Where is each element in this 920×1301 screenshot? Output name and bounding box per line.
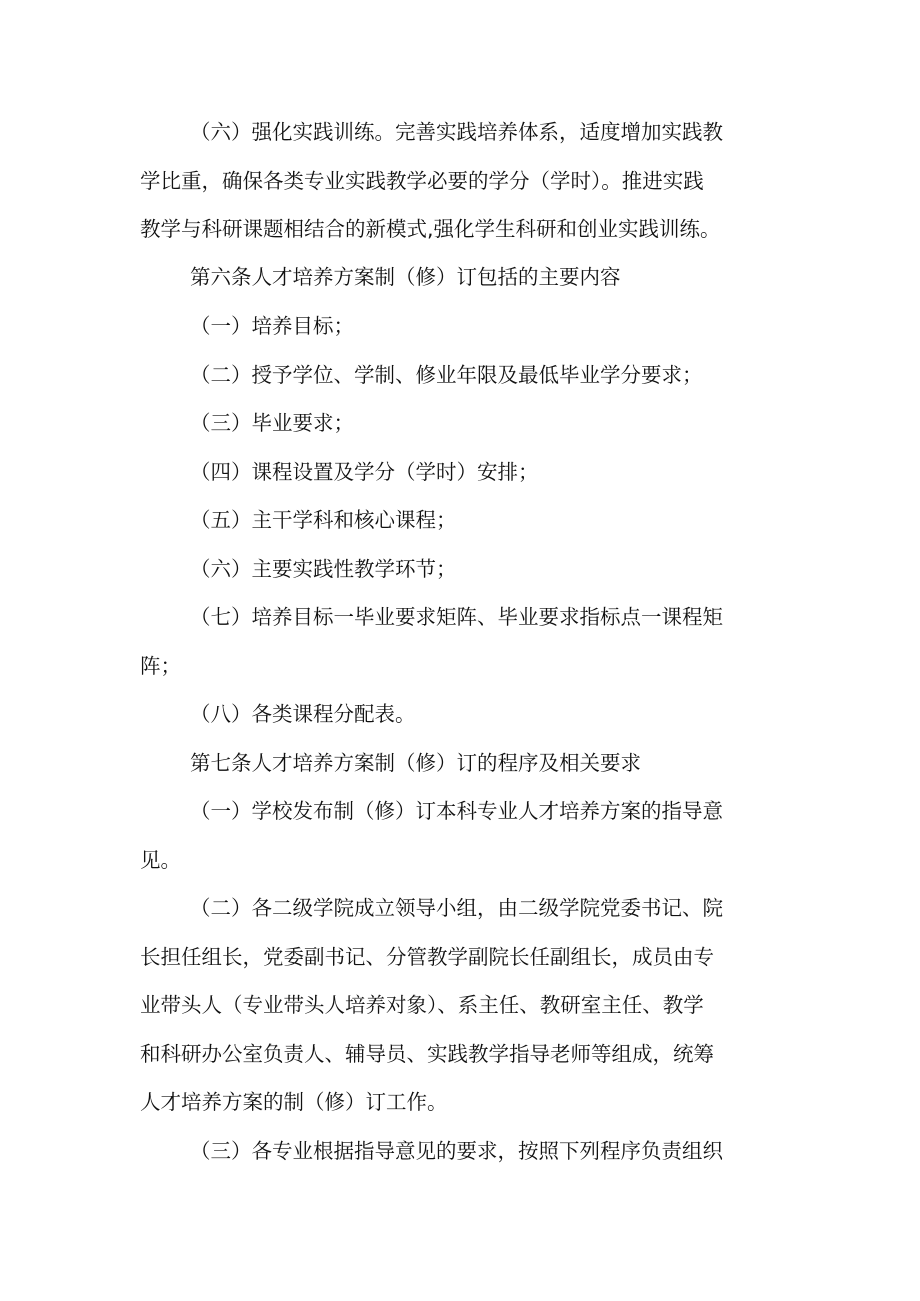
list-item: （一）学校发布制（修）订本科专业人才培养方案的指导意 — [190, 799, 723, 823]
paragraph-line: 和科研办公室负责人、辅导员、实践教学指导老师等组成，统筹 — [140, 1042, 714, 1066]
paragraph-line: 教学与科研课题相结合的新模式,强化学生科研和创业实践训练。 — [140, 217, 721, 241]
list-item: （二）各二级学院成立领导小组，由二级学院党委书记、院 — [190, 896, 723, 920]
list-item: （三）毕业要求； — [190, 411, 354, 435]
article-heading: 第六条人才培养方案制（修）订包括的主要内容 — [190, 265, 621, 289]
list-item: （八）各类课程分配表。 — [190, 702, 416, 726]
paragraph-line: 业带头人（专业带头人培养对象）、系主任、教研室主任、教学 — [140, 993, 704, 1017]
list-item: （四）课程设置及学分（学时）安排； — [190, 460, 539, 484]
paragraph-line: 长担任组长，党委副书记、分管教学副院长任副组长，成员由专 — [140, 945, 714, 969]
list-item: （二）授予学位、学制、修业年限及最低毕业学分要求； — [190, 363, 703, 387]
list-item: （六）主要实践性教学环节； — [190, 557, 457, 581]
list-item-continuation: 阵； — [140, 654, 181, 678]
list-item: （五）主干学科和核心课程； — [190, 508, 457, 532]
paragraph-line: 学比重，确保各类专业实践教学必要的学分（学时）。推进实践 — [140, 169, 704, 193]
list-item: （三）各专业根据指导意见的要求，按照下列程序负责组织 — [190, 1139, 723, 1163]
list-item: （一）培养目标； — [190, 314, 354, 338]
list-item: （七）培养目标一毕业要求矩阵、毕业要求指标点一课程矩 — [190, 605, 723, 629]
paragraph-line: （六）强化实践训练。完善实践培养体系，适度增加实践教 — [190, 120, 723, 144]
paragraph-line: 人才培养方案的制（修）订工作。 — [140, 1090, 448, 1114]
article-heading: 第七条人才培养方案制（修）订的程序及相关要求 — [190, 751, 641, 775]
list-item-continuation: 见。 — [140, 848, 181, 872]
